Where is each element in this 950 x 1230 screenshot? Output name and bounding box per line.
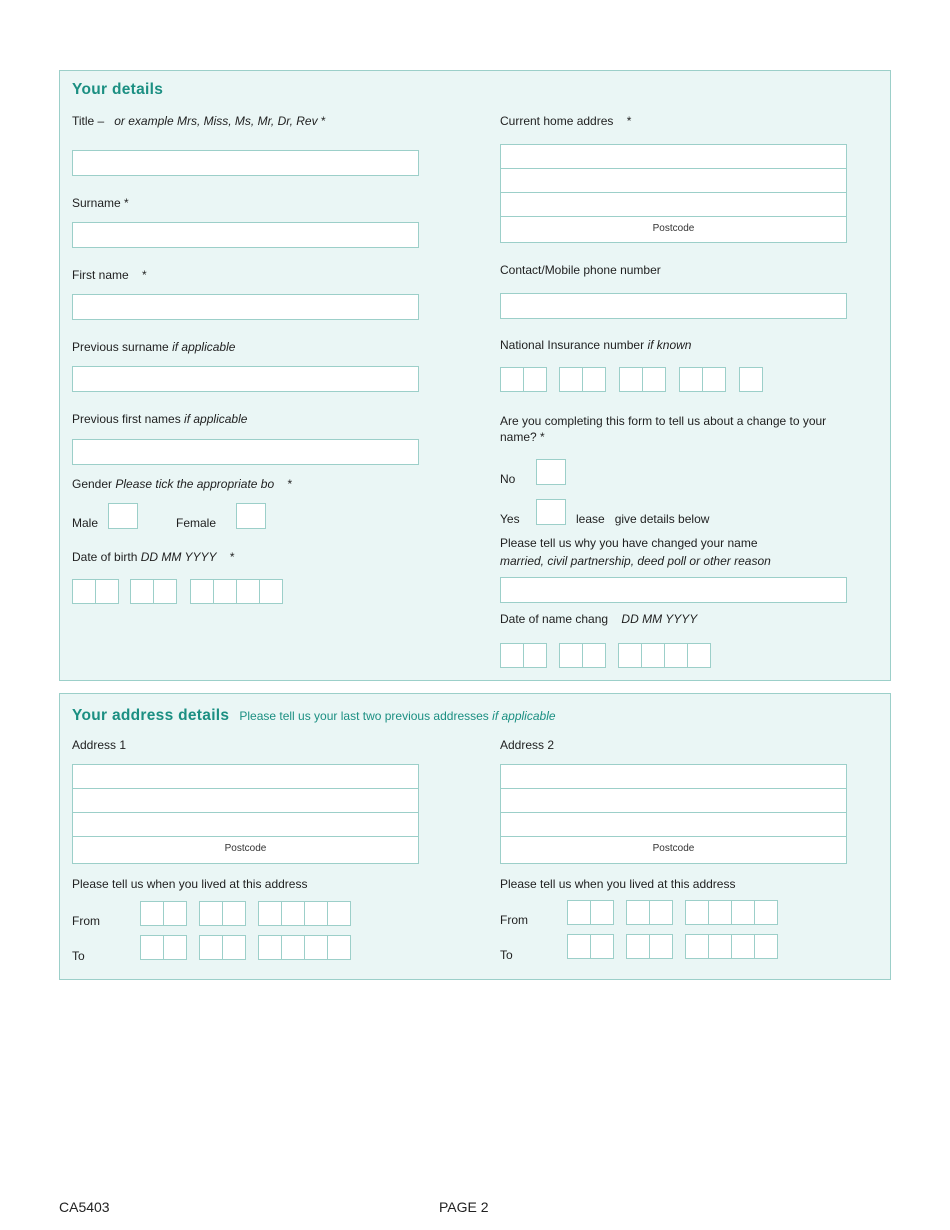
previous-first-names-input[interactable]: [72, 439, 419, 465]
address-1-from-label: From: [72, 914, 100, 928]
a1-from-box-6[interactable]: [281, 901, 305, 926]
dob-year-box-2[interactable]: [213, 579, 237, 604]
a2-to-box-8[interactable]: [754, 934, 778, 959]
dob-label: [72, 550, 235, 564]
a2-to-box-3[interactable]: [626, 934, 650, 959]
your-details-heading: Your details: [72, 81, 164, 98]
reason-hint: [500, 554, 771, 568]
title-hint: or example Mrs, Miss, Ms, Mr, Dr, Rev: [114, 114, 318, 128]
a2-from-box-3[interactable]: [626, 900, 650, 925]
address-details-subheading: Please tell us your last two previous addresses: [239, 709, 489, 723]
dob-year-box-1[interactable]: [190, 579, 214, 604]
a2-from-box-1[interactable]: [567, 900, 591, 925]
a1-from-box-7[interactable]: [304, 901, 328, 926]
phone-label: Contact/Mobile phone number: [500, 263, 661, 277]
a2-to-box-6[interactable]: [708, 934, 732, 959]
male-label: Male: [72, 516, 99, 530]
previous-surname-label: [72, 340, 235, 354]
male-checkbox[interactable]: [108, 503, 138, 529]
gender-label-text: Gender: [72, 477, 113, 491]
title-label-text: Title –: [72, 114, 105, 128]
change-year-box-4[interactable]: [687, 643, 711, 668]
reason-input[interactable]: [500, 577, 847, 603]
required-mark: *: [229, 550, 235, 564]
address-1-postcode-input[interactable]: Postcode: [72, 836, 419, 864]
ni-box-2[interactable]: [523, 367, 547, 392]
ni-box-1[interactable]: [500, 367, 524, 392]
dob-day-box-2[interactable]: [95, 579, 119, 604]
a2-from-box-2[interactable]: [590, 900, 614, 925]
address-2-to-label: To: [500, 948, 513, 962]
a1-to-box-4[interactable]: [222, 935, 246, 960]
reason-hint-text: married, civil partnership, deed poll or other reason: [500, 554, 771, 568]
a1-from-box-8[interactable]: [327, 901, 351, 926]
address-2-postcode-input[interactable]: Postcode: [500, 836, 847, 864]
previous-surname-label-text: Previous surname: [72, 340, 169, 354]
dob-month-box-1[interactable]: [130, 579, 154, 604]
if-applicable-hint: if applicable: [172, 340, 236, 354]
ni-hint: if known: [647, 338, 692, 352]
a1-to-box-7[interactable]: [304, 935, 328, 960]
a2-from-box-7[interactable]: [731, 900, 755, 925]
dob-day-box-1[interactable]: [72, 579, 96, 604]
home-address-line-1[interactable]: [500, 144, 847, 169]
dob-year-box-3[interactable]: [236, 579, 260, 604]
address-1-label: Address 1: [72, 738, 127, 752]
a2-to-box-2[interactable]: [590, 934, 614, 959]
required-mark: *: [124, 196, 129, 210]
title-input[interactable]: [72, 150, 419, 176]
a1-to-box-2[interactable]: [163, 935, 187, 960]
first-name-input[interactable]: [72, 294, 419, 320]
surname-label-text: Surname: [72, 196, 121, 210]
required-mark: *: [626, 114, 632, 128]
ni-box-8[interactable]: [702, 367, 726, 392]
home-address-label-text: Current home addres: [500, 114, 614, 128]
address-1-line-3[interactable]: [72, 812, 419, 837]
dob-label-text: Date of birth: [72, 550, 138, 564]
no-checkbox[interactable]: [536, 459, 566, 485]
a1-to-box-8[interactable]: [327, 935, 351, 960]
no-label: No: [500, 472, 516, 486]
name-change-question-text: Are you completing this form to tell us about a change to your name?: [500, 414, 827, 444]
dob-month-box-2[interactable]: [153, 579, 177, 604]
previous-first-names-label-text: Previous first names: [72, 412, 181, 426]
name-change-question: [500, 413, 850, 445]
change-year-box-1[interactable]: [618, 643, 642, 668]
if-applicable-hint: if applicable: [492, 709, 556, 723]
gender-label: [72, 477, 292, 491]
dob-format-hint: DD MM YYYY: [140, 550, 217, 564]
a1-from-box-3[interactable]: [199, 901, 223, 926]
previous-first-names-label: [72, 412, 247, 426]
address-details-heading: Your address details: [72, 707, 230, 724]
previous-surname-input[interactable]: [72, 366, 419, 392]
address-1-lived-label: Please tell us when you lived at this address: [72, 877, 308, 891]
change-date-format-hint: DD MM YYYY: [621, 612, 698, 626]
ni-number-label-text: National Insurance number: [500, 338, 645, 352]
change-date-label: [500, 612, 697, 626]
first-name-label: [72, 268, 147, 282]
a2-to-box-4[interactable]: [649, 934, 673, 959]
change-month-box-2[interactable]: [582, 643, 606, 668]
a2-from-box-5[interactable]: [685, 900, 709, 925]
ni-box-9[interactable]: [739, 367, 763, 392]
change-day-box-1[interactable]: [500, 643, 524, 668]
change-day-box-2[interactable]: [523, 643, 547, 668]
a1-to-box-1[interactable]: [140, 935, 164, 960]
home-address-label: [500, 114, 631, 128]
address-2-line-2[interactable]: [500, 788, 847, 813]
a2-from-box-6[interactable]: [708, 900, 732, 925]
required-mark: *: [287, 477, 293, 491]
home-address-line-3[interactable]: [500, 192, 847, 217]
required-mark: *: [142, 268, 147, 282]
ni-number-label: [500, 338, 691, 352]
required-mark: *: [540, 430, 545, 444]
home-address-line-2[interactable]: [500, 168, 847, 193]
a1-from-box-5[interactable]: [258, 901, 282, 926]
gender-hint: Please tick the appropriate bo: [115, 477, 275, 491]
yes-checkbox[interactable]: [536, 499, 566, 525]
surname-input[interactable]: [72, 222, 419, 248]
change-year-box-3[interactable]: [664, 643, 688, 668]
a1-to-box-3[interactable]: [199, 935, 223, 960]
home-postcode-input[interactable]: Postcode: [500, 216, 847, 243]
female-label: Female: [176, 516, 217, 530]
address-2-line-1[interactable]: [500, 764, 847, 789]
a2-to-box-7[interactable]: [731, 934, 755, 959]
address-2-label: Address 2: [500, 738, 555, 752]
a1-to-box-5[interactable]: [258, 935, 282, 960]
address-1-to-label: To: [72, 949, 85, 963]
required-mark: *: [320, 114, 326, 128]
a2-from-box-4[interactable]: [649, 900, 673, 925]
female-checkbox[interactable]: [236, 503, 266, 529]
ni-box-6[interactable]: [642, 367, 666, 392]
ni-box-3[interactable]: [559, 367, 583, 392]
if-applicable-hint: if applicable: [184, 412, 248, 426]
address-2-lived-label: Please tell us when you lived at this address: [500, 877, 736, 891]
a1-from-box-4[interactable]: [222, 901, 246, 926]
phone-input[interactable]: [500, 293, 847, 319]
a1-from-box-2[interactable]: [163, 901, 187, 926]
ni-box-7[interactable]: [679, 367, 703, 392]
dob-year-box-4[interactable]: [259, 579, 283, 604]
address-heading-row: [72, 707, 556, 725]
address-details-panel: [59, 693, 891, 980]
form-code: CA5403: [59, 1199, 110, 1215]
address-1-line-1[interactable]: [72, 764, 419, 789]
a2-from-box-8[interactable]: [754, 900, 778, 925]
title-label: [72, 114, 326, 128]
change-date-label-text: Date of name chang: [500, 612, 609, 626]
change-year-box-2[interactable]: [641, 643, 665, 668]
a2-to-box-5[interactable]: [685, 934, 709, 959]
change-month-box-1[interactable]: [559, 643, 583, 668]
first-name-label-text: First name: [72, 268, 129, 282]
reason-label: Please tell us why you have changed your name: [500, 536, 758, 550]
address-2-line-3[interactable]: [500, 812, 847, 837]
your-details-panel: [59, 70, 891, 681]
a1-from-box-1[interactable]: [140, 901, 164, 926]
yes-label: Yes: [500, 512, 520, 526]
a2-to-box-1[interactable]: [567, 934, 591, 959]
page-number: PAGE 2: [439, 1199, 489, 1215]
ni-box-5[interactable]: [619, 367, 643, 392]
a1-to-box-6[interactable]: [281, 935, 305, 960]
yes-hint: lease give details below: [576, 512, 710, 526]
surname-label: [72, 196, 129, 210]
address-1-line-2[interactable]: [72, 788, 419, 813]
address-2-from-label: From: [500, 913, 528, 927]
ni-box-4[interactable]: [582, 367, 606, 392]
